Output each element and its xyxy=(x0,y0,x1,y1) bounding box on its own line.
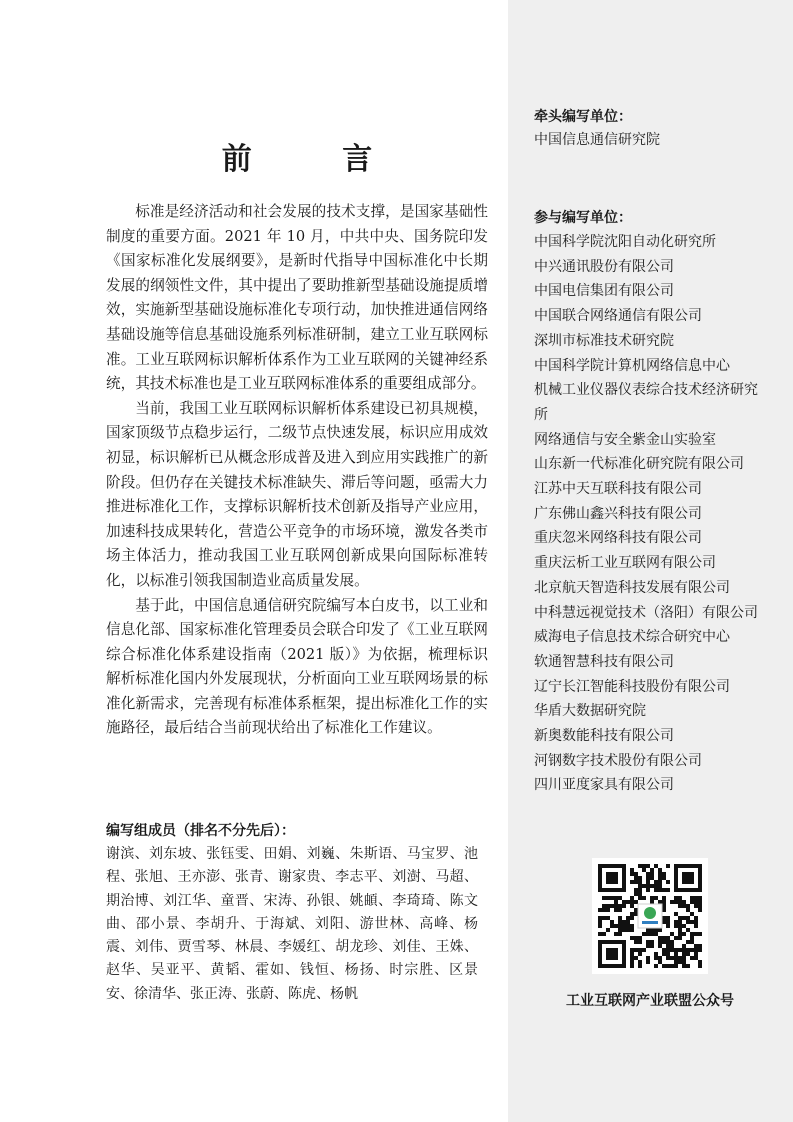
participant-unit: 江苏中天互联科技有限公司 xyxy=(534,481,702,498)
members-list: 谢滨、刘东坡、张钰雯、田娟、刘巍、朱斯语、马宝罗、池程、张旭、王亦澎、张青、谢家贵、李志平、刘澍、马超、期治博、刘江华、童晋、宋涛、孙银、姚頔、李琦琦、陈文曲、邵小景、李胡升、于海斌、刘阳、游世林、高峰、杨震、刘伟、贾雪琴、林晨、李媛红、胡龙珍、刘佳、王姝、赵华、吴亚平、黄韬、霍如、钱恒、杨扬、时宗胜、区景安、徐清华、张正涛、张蔚、陈虎、杨帆 xyxy=(106,846,478,1002)
participant-unit: 四川亚度家具有限公司 xyxy=(534,777,674,794)
foreword-paragraph: 当前，我国工业互联网标识解析体系建设已初具规模，国家顶级节点稳步运行，二级节点快速发展，标识应用成效初显，标识解析已从概念形成普及进入到应用实践推广的新阶段。但仍存在关键技术标准缺失、滞后等问题，亟需大力推进标准化工作，支撑标识解析技术创新及指导产业应用，加速科技成果转化，营造公平竞争的市场环境，激发各类市场主体活力，推动我国工业互联网创新成果向国际标准转化，以标准引领我国制造业高质量发展。 xyxy=(106,399,488,589)
participant-unit: 中国科学院计算机网络信息中心 xyxy=(534,357,730,374)
participant-unit: 深圳市标准技术研究院 xyxy=(534,332,674,349)
participant-unit: 机械工业仪器仪表综合技术经济研究所 xyxy=(534,382,758,423)
participant-unit: 广东佛山鑫兴科技有限公司 xyxy=(534,505,702,522)
participant-unit: 网络通信与安全紫金山实验室 xyxy=(534,431,716,448)
lead-unit-heading: 牵头编写单位： xyxy=(534,109,632,125)
participant-unit: 中国电信集团有限公司 xyxy=(534,283,674,300)
participant-unit: 重庆沄析工业互联网有限公司 xyxy=(534,555,716,572)
participant-unit: 华盾大数据研究院 xyxy=(534,703,646,720)
lead-unit: 中国信息通信研究院 xyxy=(534,132,660,148)
members-heading: 编写组成员（排名不分先后）： xyxy=(106,823,295,839)
participant-unit: 软通智慧科技有限公司 xyxy=(534,653,674,670)
participant-unit: 山东新一代标准化研究院有限公司 xyxy=(534,456,744,473)
participant-unit-list xyxy=(534,230,770,798)
participant-unit: 北京航天智造科技发展有限公司 xyxy=(534,579,730,596)
participant-unit: 辽宁长江智能科技股份有限公司 xyxy=(534,678,730,695)
participant-unit: 重庆忽米网络科技有限公司 xyxy=(534,530,702,547)
participants-heading: 参与编写单位： xyxy=(534,210,632,226)
participant-unit: 中国联合网络通信有限公司 xyxy=(534,308,702,325)
foreword-paragraph: 标准是经济活动和社会发展的技术支撑，是国家基础性制度的重要方面。2021 年 10 月，中共中央、国务院印发《国家标准化发展纲要》，是新时代指导中国标准化中长期发展的纲领性文件，其中提出了要助推新型基础设施提质增效，实施新型基础设施标准化专项行动，加快推进通信网络基础设施等信息基础设施系列标准研制，建立工业互联网标准。工业互联网标识解析体系作为工业互联网的关键神经系统，其技术标准也是工业互联网标准体系的重要组成部分。 xyxy=(106,203,488,393)
foreword-body xyxy=(106,200,488,741)
participant-unit: 威海电子信息技术综合研究中心 xyxy=(534,629,730,646)
participant-unit: 中科慧远视觉技术（洛阳）有限公司 xyxy=(534,604,758,621)
foreword-paragraph: 基于此，中国信息通信研究院编写本白皮书，以工业和信息化部、国家标准化管理委员会联合印发了《工业互联网综合标准化体系建设指南（2021 版）》为依据，梳理标识解析标准化国内外发展现状，分析面向工业互联网场景的标准化新需求，完善现有标准体系框架，提出标准化工作的实施路径，最后结合当前现状给出了标准化工作建议。 xyxy=(106,596,488,737)
qr-code-icon xyxy=(592,858,708,974)
participant-unit: 中国科学院沈阳自动化研究所 xyxy=(534,234,716,250)
qr-caption: 工业互联网产业联盟公众号 xyxy=(566,993,734,1009)
participant-unit: 新奥数能科技有限公司 xyxy=(534,728,674,745)
page-title: 前 言 xyxy=(221,142,413,177)
participant-unit: 河钢数字技术股份有限公司 xyxy=(534,752,702,769)
participant-unit: 中兴通讯股份有限公司 xyxy=(534,258,674,275)
